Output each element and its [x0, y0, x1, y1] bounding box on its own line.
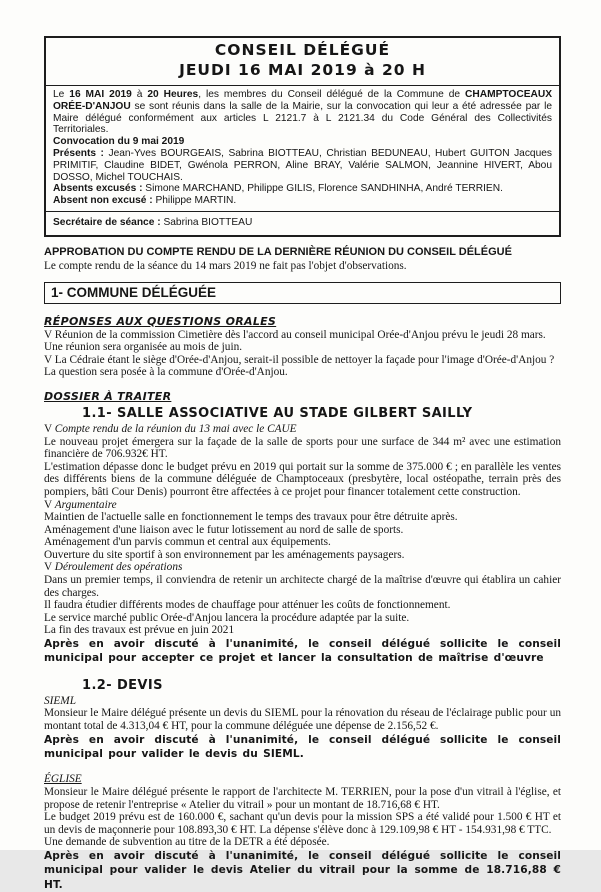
title-row — [46, 38, 559, 86]
header-box — [44, 36, 561, 237]
paragraph: Le budget 2019 prévu est de 160.000 €, sachant qu'un devis pour la mission SPS a été validé pour 1.500 € HT et un devis de maçonnerie pour 108.893,30 € HT. La dépense s'élève donc à 129.109,98 € HT - 154.931,98 € TTC. — [44, 811, 561, 836]
doc-title-line2: JEUDI 16 MAI 2019 à 20 H — [179, 60, 426, 79]
paragraph: Ouverture du site sportif à son environnement par les aménagements paysagers. — [44, 548, 405, 561]
absents-excuses-line: Absents excusés : Simone MARCHAND, Philippe GILIS, Florence SANDHINHA, André TERRIEN. — [53, 183, 503, 195]
approbation-heading: APPROBATION DU COMPTE RENDU DE LA DERNIÈRE RÉUNION DU CONSEIL DÉLÉGUÉ — [44, 245, 512, 258]
oral-question-answer: La question sera posée à la commune d'Orée-d'Anjou. — [44, 366, 288, 379]
paragraph: Dans un premier temps, il conviendra de retenir un architecte chargé de la maîtrise d'œuvre qui établira un cahier des charges. — [44, 574, 561, 599]
paragraph: Monsieur le Maire délégué présente le rapport de l'architecte M. TERRIEN, pour la pose d'un vitrail à l'église, et propose de retenir l'entreprise « Atelier du vitrail » pour un montant de 18.716,68 € HT. — [44, 786, 561, 811]
paragraph: Maintien de l'actuelle salle en fonctionnement le temps des travaux pour être détruite après. — [44, 511, 458, 524]
approbation-body: Le compte rendu de la séance du 14 mars 2019 ne fait pas l'objet d'observations. — [44, 259, 407, 272]
section-1-box — [44, 282, 561, 304]
section-1-2-heading: 1.2- DEVIS — [82, 677, 163, 693]
paragraph: Le service marché public Orée-d'Anjou lancera la procédure adaptée par la suite. — [44, 611, 410, 624]
convocation-line: Convocation du 9 mai 2019 — [53, 136, 185, 148]
document-body — [44, 315, 561, 892]
secretary-line: Secrétaire de séance : Sabrina BIOTTEAU — [53, 216, 253, 228]
check-item: V Compte rendu de la réunion du 13 mai avec le CAUE — [44, 422, 297, 435]
oral-question-item: V La Cédraie étant le siège d'Orée-d'Anjou, serait-il possible de nettoyer la façade pour l'image d'Orée-d'Anjou ? — [44, 353, 555, 366]
header-intro-row — [46, 86, 559, 212]
section-1-label: 1- COMMUNE DÉLÉGUÉE — [51, 284, 217, 300]
intro-paragraph: Le 16 MAI 2019 à 20 Heures, les membres du Conseil délégué de la Commune de CHAMPTOCEAUX ORÉE-D'ANJOU se sont réunis dans la salle de la Mairie, sur la convocation qui leur a été adressée par le Maire délégué conformément aux articles L 2121.7 à L 2121.34 du Code Général des Collectivités Territoriales. — [53, 89, 552, 136]
dossier-a-traiter-heading: DOSSIER À TRAITER — [44, 389, 172, 403]
paragraph: Aménagement d'une liaison avec le futur lotissement au nord de salle de sports. — [44, 523, 404, 536]
paragraph: Aménagement d'un parvis commun et central aux équipements. — [44, 536, 331, 549]
section-1-1-heading: 1.1- SALLE ASSOCIATIVE AU STADE GILBERT SAILLY — [82, 405, 473, 421]
decision-statement: Après en avoir discuté à l'unanimité, le conseil délégué sollicite le conseil municipal pour accepter ce projet et lancer la consultation de maîtrise d'œuvre — [44, 638, 561, 665]
sieml-label: SIEML — [44, 694, 77, 707]
check-item: V Argumentaire — [44, 498, 117, 511]
paragraph: Une demande de subvention au titre de la DETR a été déposée. — [44, 836, 330, 849]
oral-question-answer: Une réunion sera organisée au mois de juin. — [44, 341, 243, 354]
doc-title-line1: CONSEIL DÉLÉGUÉ — [214, 41, 391, 59]
oral-question-item: V Réunion de la commission Cimetière dès l'accord au conseil municipal Orée-d'Anjou prévu le jeudi 28 mars. — [44, 328, 546, 341]
paragraph: L'estimation dépasse donc le budget prévu en 2019 qui portait sur la somme de 375.000 € ; en parallèle les ventes des différents biens de la commune déléguée de Champtoceaux (presbytère, local ostéopathe, terrain près des pompiers, bâti Cour Denis) pourront être affectées à ce projet pour financer totalement cette construction. — [44, 460, 561, 498]
check-item: V Déroulement des opérations — [44, 561, 183, 574]
absent-non-excuse-line: Absent non excusé : Philippe MARTIN. — [53, 195, 237, 207]
paragraph: Le nouveau projet émergera sur la façade de la salle de sports pour une surface de 344 m² avec une estimation financière de 706.932€ HT. — [44, 435, 561, 461]
decision-statement: Après en avoir discuté à l'unanimité, le conseil délégué sollicite le conseil municipal pour valider le devis du SIEML. — [44, 733, 561, 761]
paragraph: La fin des travaux est prévue en juin 2021 — [44, 624, 235, 637]
decision-statement: Après en avoir discuté à l'unanimité, le conseil délégué sollicite le conseil municipal pour valider le devis Atelier du vitrail pour la somme de 18.716,88 € HT. — [44, 850, 561, 891]
paragraph: Monsieur le Maire délégué présente un devis du SIEML pour la rénovation du réseau de l'éclairage public pour un montant total de 4.313,04 € HT, pour la commune déléguée une dépense de 2.156,52 €. — [44, 707, 561, 733]
secretary-row — [46, 212, 559, 235]
presents-line: Présents : Jean-Yves BOURGEAIS, Sabrina BIOTTEAU, Christian BEDUNEAU, Hubert GUITON Jacques PRIMITIF, Claudine BIDET, Gwénola PERRON, Aline BRAY, Valérie SALMON, Jeannine HIVERT, Abou DOSSO, Michel TOUCHAIS. — [53, 147, 553, 183]
eglise-label: ÉGLISE — [44, 773, 82, 786]
reponses-orales-heading: RÉPONSES AUX QUESTIONS ORALES — [44, 314, 277, 328]
paragraph: Il faudra étudier différents modes de chauffage pour atténuer les coûts de fonctionnement. — [44, 599, 451, 612]
